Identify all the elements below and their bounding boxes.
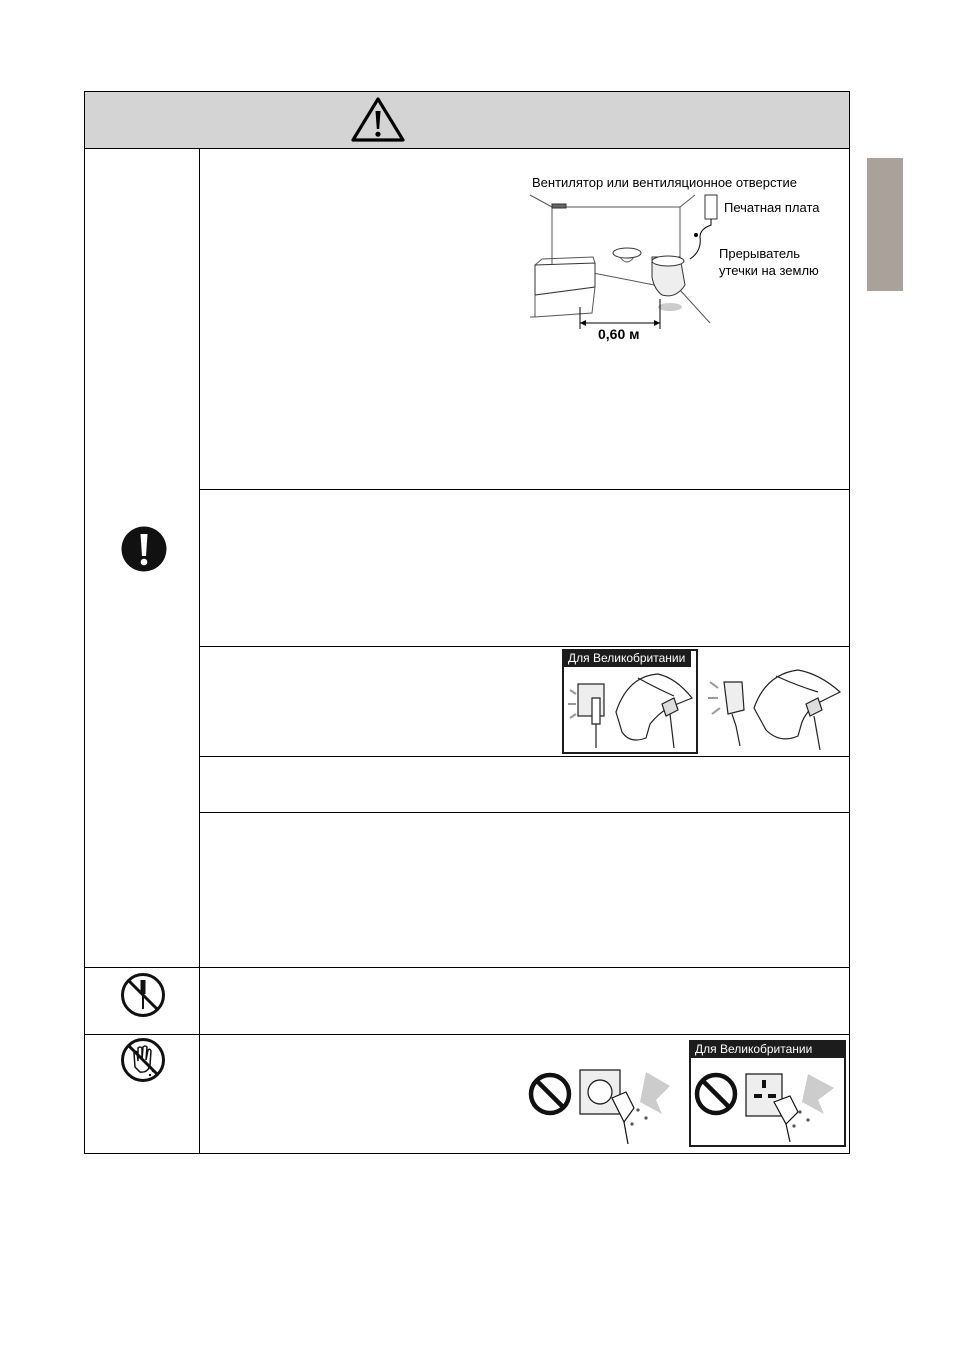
no-wet-hands-icon [120,1037,166,1083]
uk-wet-badge: Для Великобритании [689,1040,846,1058]
plug-illustration [706,660,844,754]
board-label: Печатная плата [724,200,820,215]
bathroom-illustration [530,195,720,345]
no-wet-socket-illustration [528,1062,678,1146]
uk-plug-illustration [566,668,694,752]
breaker-label-1: Прерыватель [719,246,801,261]
uk-plug-badge: Для Великобритании [562,649,691,667]
distance-label: 0,60 м [598,326,640,342]
side-section-tab [867,158,903,291]
breaker-label-2: утечки на землю [719,263,819,278]
warning-header [84,91,849,148]
exclamation-circle-icon [121,526,167,572]
no-disassembly-icon [120,972,166,1018]
vent-label: Вентилятор или вентиляционное отверстие [532,175,797,190]
warning-triangle-icon [350,96,406,144]
uk-no-wet-socket-illustration [694,1062,842,1144]
